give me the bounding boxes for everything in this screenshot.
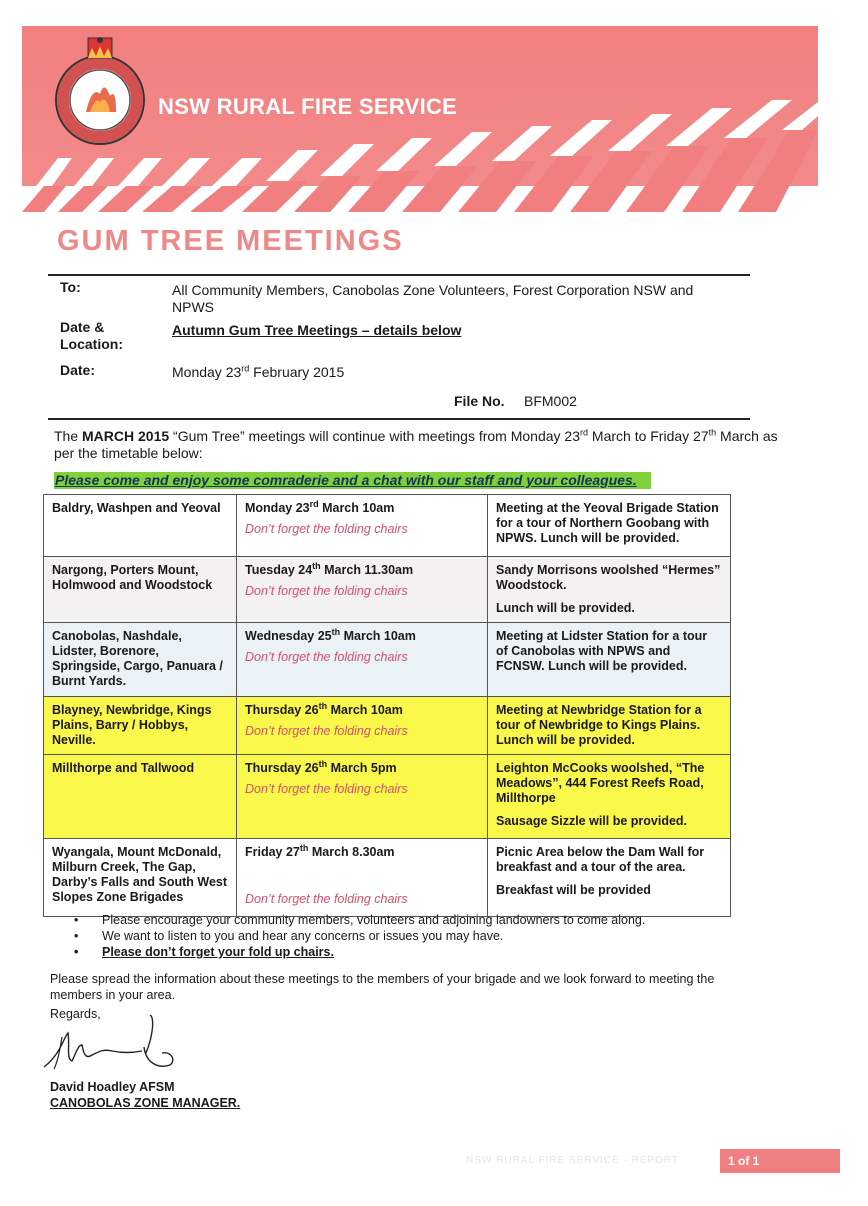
bottom-rule <box>48 418 750 420</box>
cell-details: Meeting at Lidster Station for a tour of Canobolas with NPWS and FCNSW. Lunch will be provided. <box>488 623 731 697</box>
date-label: Date: <box>60 362 96 378</box>
cell-datetime: Friday 27th March 8.30am Don’t forget the folding chairs <box>237 839 488 917</box>
table-row <box>44 557 731 623</box>
list-item: • Please encourage your community members, volunteers and adjoining landowners to come along. <box>74 913 646 927</box>
cell-area: Canobolas, Nashdale, Lidster, Borenore, Springside, Cargo, Panuara / Burnt Yards. <box>44 623 237 697</box>
top-rule <box>48 274 750 276</box>
handwritten-signature <box>42 1015 182 1087</box>
cell-area: Millthorpe and Tallwood <box>44 755 237 839</box>
folding-chairs-note: Don’t forget the folding chairs <box>245 522 408 536</box>
document-title: GUM TREE MEETINGS <box>57 225 404 257</box>
list-item: • We want to listen to you and hear any concerns or issues you may have. <box>74 929 504 943</box>
cell-datetime: Monday 23rd March 10am Don’t forget the folding chairs <box>237 495 488 557</box>
cell-details: Sandy Morrisons woolshed “Hermes” Woodstock. Lunch will be provided. <box>488 557 731 623</box>
table-row <box>44 623 731 697</box>
rfs-seal-logo <box>52 36 152 148</box>
date-value: Monday 23rd February 2015 <box>172 363 345 380</box>
bullet-list <box>74 912 645 960</box>
cell-details: Leighton McCooks woolshed, “The Meadows”, 444 Forest Reefs Road, Millthorpe Sausage Sizzle will be provided. <box>488 755 731 839</box>
to-label: To: <box>60 279 81 295</box>
cell-datetime: Tuesday 24th March 11.30am Don’t forget the folding chairs <box>237 557 488 623</box>
cell-details: Picnic Area below the Dam Wall for breakfast and a tour of the area. Breakfast will be provided <box>488 839 731 917</box>
cell-area: Blayney, Newbridge, Kings Plains, Barry / Hobbys, Neville. <box>44 697 237 755</box>
signatory-role: CANOBOLAS ZONE MANAGER. <box>50 1096 241 1110</box>
cell-datetime: Thursday 26th March 5pm Don’t forget the folding chairs <box>237 755 488 839</box>
page-number: 1 of 1 <box>720 1149 840 1173</box>
folding-chairs-note: Don’t forget the folding chairs <box>245 724 408 738</box>
folding-chairs-note: Don’t forget the folding chairs <box>245 650 408 664</box>
date-location-value: Autumn Gum Tree Meetings – details below <box>172 322 462 338</box>
table-row <box>44 839 731 917</box>
file-number-value: BFM002 <box>524 393 577 409</box>
to-value: All Community Members, Canobolas Zone Volunteers, Forest Corporation NSW and NPWS <box>172 282 694 315</box>
brand-name: NSW RURAL FIRE SERVICE <box>158 94 458 119</box>
folding-chairs-note: Don’t forget the folding chairs <box>245 584 408 598</box>
intro-paragraph: The MARCH 2015 “Gum Tree” meetings will continue with meetings from Monday 23rd March to Friday 27th March as per the timetable below: <box>54 427 778 461</box>
cell-area: Baldry, Washpen and Yeoval <box>44 495 237 557</box>
cell-area: Wyangala, Mount McDonald, Milburn Creek, The Gap, Darby’s Falls and South West Slopes Zone Brigades <box>44 839 237 917</box>
regards-text: Regards, <box>50 1007 101 1021</box>
cell-datetime: Wednesday 25th March 10am Don’t forget the folding chairs <box>237 623 488 697</box>
date-location-label: Date & Location: <box>60 319 123 352</box>
cell-area: Nargong, Porters Mount, Holmwood and Woodstock <box>44 557 237 623</box>
table-row <box>44 697 731 755</box>
meeting-timetable <box>43 494 731 917</box>
footer-text: NSW RURAL FIRE SERVICE - REPORT <box>466 1155 680 1166</box>
closing-paragraph: Please spread the information about these meetings to the members of your brigade and we look forward to meeting the members in your area. <box>50 972 715 1002</box>
cell-details: Meeting at Newbridge Station for a tour of Newbridge to Kings Plains. Lunch will be provided. <box>488 697 731 755</box>
invitation-highlight: Please come and enjoy some comraderie and a chat with our staff and your colleagues. <box>54 472 651 489</box>
table-row <box>44 755 731 839</box>
folding-chairs-note: Don’t forget the folding chairs <box>245 782 408 796</box>
list-item: • Please don’t forget your fold up chairs. <box>74 945 334 959</box>
file-number-label: File No. <box>454 393 505 409</box>
table-row <box>44 495 731 557</box>
folding-chairs-note: Don’t forget the folding chairs <box>245 892 408 906</box>
cell-datetime: Thursday 26th March 10am Don’t forget the folding chairs <box>237 697 488 755</box>
signatory-name: David Hoadley AFSM <box>50 1080 175 1094</box>
cell-details: Meeting at the Yeoval Brigade Station for a tour of Northern Goobang with NPWS. Lunch will be provided. <box>488 495 731 557</box>
